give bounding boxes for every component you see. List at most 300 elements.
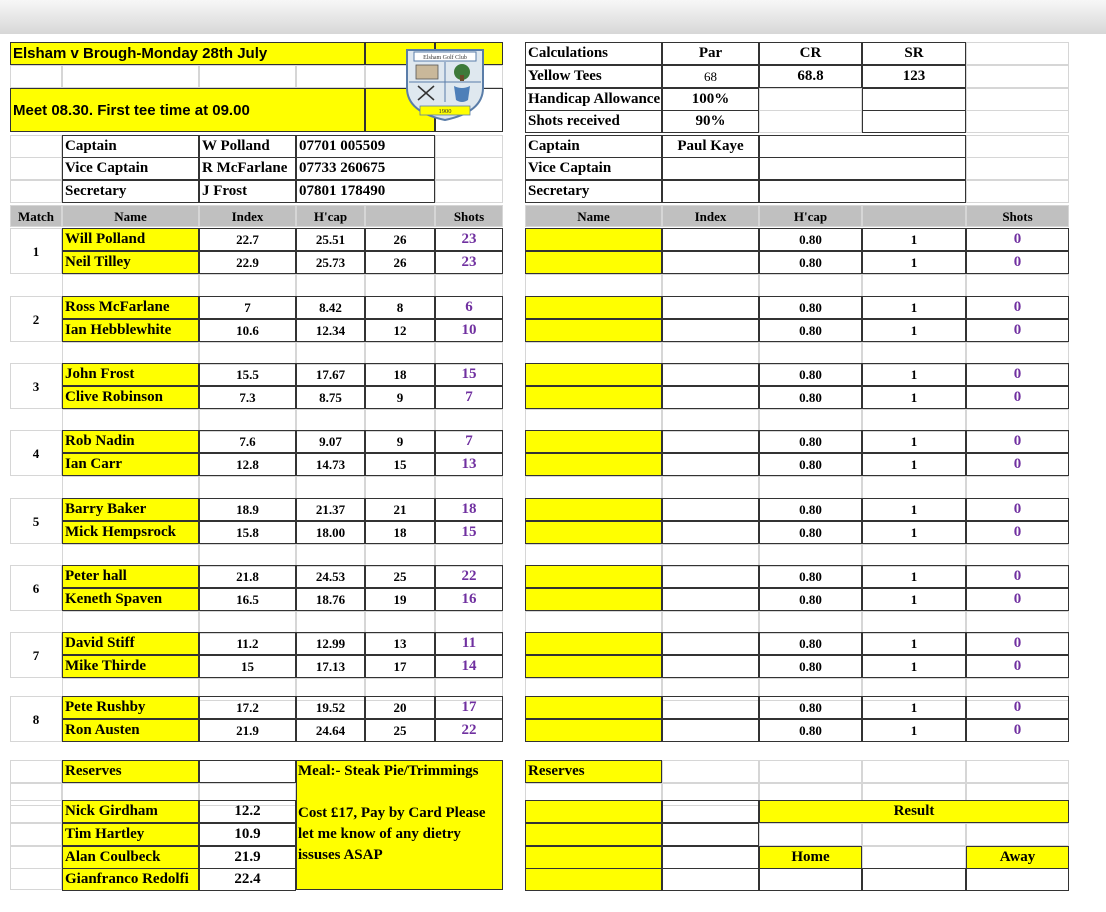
sheet-cell	[966, 476, 1069, 499]
sheet-cell	[966, 342, 1069, 365]
sheet-cell	[662, 760, 759, 783]
player-index: 7.3	[199, 386, 296, 409]
player-hcap: 24.53	[296, 565, 365, 588]
reserve-name[interactable]: Alan Coulbeck	[62, 846, 199, 869]
away-reserves-label: Reserves	[525, 760, 662, 783]
away-player-name[interactable]	[525, 696, 662, 719]
result-home: Home	[759, 846, 862, 869]
away-player-shots: 0	[966, 363, 1069, 386]
player-index: 15.8	[199, 521, 296, 544]
sheet-cell	[10, 65, 62, 88]
result-away: Away	[966, 846, 1069, 869]
sheet-cell	[759, 868, 862, 891]
meal-details: Cost £17, Pay by Card Please let me know of any dietry issuses ASAP	[298, 805, 486, 863]
player-index: 15	[199, 655, 296, 678]
player-index: 10.6	[199, 319, 296, 342]
player-hcap: 19.52	[296, 696, 365, 719]
player-shots: 7	[435, 386, 503, 409]
sheet-cell	[759, 760, 862, 783]
away-official-role: Secretary	[525, 180, 662, 203]
player-name[interactable]: David Stiff	[62, 632, 199, 655]
sheet-cell	[966, 409, 1069, 432]
sheet-cell	[10, 846, 62, 869]
away-player-course-hcap: 1	[862, 588, 966, 611]
player-hcap: 18.76	[296, 588, 365, 611]
away-player-course-hcap: 1	[862, 363, 966, 386]
away-official-name	[662, 157, 759, 180]
sheet-cell	[966, 823, 1069, 846]
away-player-shots: 0	[966, 696, 1069, 719]
away-player-shots: 0	[966, 588, 1069, 611]
away-player-hcap: 0.80	[759, 521, 862, 544]
par-value: 68	[662, 65, 759, 88]
player-index: 17.2	[199, 696, 296, 719]
player-name[interactable]: Mick Hempsrock	[62, 521, 199, 544]
official-role: Vice Captain	[62, 157, 199, 180]
away-player-index	[662, 430, 759, 453]
sheet-cell	[435, 409, 503, 432]
sheet-cell	[62, 544, 199, 567]
player-hcap: 9.07	[296, 430, 365, 453]
official-role: Captain	[62, 135, 199, 158]
sheet-cell	[62, 274, 199, 297]
away-player-index	[662, 521, 759, 544]
player-shots: 11	[435, 632, 503, 655]
away-player-hcap: 0.80	[759, 719, 862, 742]
sheet-cell	[199, 611, 296, 634]
player-course-hcap: 21	[365, 498, 435, 521]
away-official-role: Vice Captain	[525, 157, 662, 180]
player-shots: 16	[435, 588, 503, 611]
player-course-hcap: 25	[365, 719, 435, 742]
sheet-cell	[62, 409, 199, 432]
away-player-name[interactable]	[525, 386, 662, 409]
sheet-cell	[435, 544, 503, 567]
player-hcap: 18.00	[296, 521, 365, 544]
away-player-course-hcap: 1	[862, 386, 966, 409]
player-name[interactable]: Peter hall	[62, 565, 199, 588]
away-player-index	[662, 251, 759, 274]
sheet-cell	[862, 274, 966, 297]
sheet-cell	[862, 846, 966, 869]
handicap-allowance-label: Handicap Allowance	[525, 88, 662, 111]
away-player-shots: 0	[966, 296, 1069, 319]
sheet-cell	[759, 110, 862, 133]
away-player-name[interactable]	[525, 228, 662, 251]
away-player-shots: 0	[966, 228, 1069, 251]
away-player-name[interactable]	[525, 565, 662, 588]
player-name[interactable]: Neil Tilley	[62, 251, 199, 274]
away-player-course-hcap: 1	[862, 296, 966, 319]
reserve-index: 21.9	[199, 846, 296, 869]
sheet-cell	[966, 544, 1069, 567]
sheet-cell	[862, 110, 966, 133]
away-player-course-hcap: 1	[862, 632, 966, 655]
sheet-cell	[365, 274, 435, 297]
away-player-name[interactable]	[525, 588, 662, 611]
sheet-cell	[862, 342, 966, 365]
player-hcap: 24.64	[296, 719, 365, 742]
player-shots: 15	[435, 521, 503, 544]
away-player-hcap: 0.80	[759, 386, 862, 409]
player-hcap: 8.75	[296, 386, 365, 409]
away-col-course	[862, 205, 966, 227]
away-player-course-hcap: 1	[862, 453, 966, 476]
sheet-cell	[759, 544, 862, 567]
sheet-cell	[435, 342, 503, 365]
player-index: 12.8	[199, 453, 296, 476]
away-player-hcap: 0.80	[759, 251, 862, 274]
player-name[interactable]: Ross McFarlane	[62, 296, 199, 319]
player-index: 21.9	[199, 719, 296, 742]
sheet-cell	[862, 544, 966, 567]
away-player-name[interactable]	[525, 453, 662, 476]
away-col-hcap: H'cap	[759, 205, 862, 227]
sheet-cell	[365, 476, 435, 499]
away-player-course-hcap: 1	[862, 228, 966, 251]
away-player-hcap: 0.80	[759, 453, 862, 476]
player-shots: 23	[435, 228, 503, 251]
player-name[interactable]: Pete Rushby	[62, 696, 199, 719]
away-reserve-name[interactable]	[525, 823, 662, 846]
col-name: Name	[62, 205, 199, 227]
sheet-cell	[199, 760, 296, 783]
player-name[interactable]: Mike Thirde	[62, 655, 199, 678]
player-name[interactable]: Barry Baker	[62, 498, 199, 521]
player-course-hcap: 18	[365, 363, 435, 386]
away-player-shots: 0	[966, 319, 1069, 342]
away-player-name[interactable]	[525, 655, 662, 678]
sheet-cell	[966, 65, 1069, 88]
sheet-cell	[199, 409, 296, 432]
col-hcap: H'cap	[296, 205, 365, 227]
sheet-cell	[662, 476, 759, 499]
player-course-hcap: 25	[365, 565, 435, 588]
away-player-name[interactable]	[525, 498, 662, 521]
official-name: R McFarlane	[199, 157, 296, 180]
player-shots: 13	[435, 453, 503, 476]
sheet-cell	[966, 157, 1069, 180]
player-hcap: 12.99	[296, 632, 365, 655]
meal-title: Meal:- Steak Pie/Trimmings	[298, 763, 479, 779]
player-name[interactable]: Ian Carr	[62, 453, 199, 476]
sheet-cell	[759, 476, 862, 499]
official-role: Secretary	[62, 180, 199, 203]
sheet-cell	[10, 800, 62, 823]
cr-header: CR	[759, 42, 862, 65]
player-hcap: 21.37	[296, 498, 365, 521]
reserve-name[interactable]: Nick Girdham	[62, 800, 199, 823]
sheet-cell	[759, 823, 862, 846]
away-official-role: Captain	[525, 135, 662, 158]
player-shots: 23	[435, 251, 503, 274]
official-name: W Polland	[199, 135, 296, 158]
sheet-cell	[10, 135, 62, 158]
away-player-hcap: 0.80	[759, 430, 862, 453]
sheet-cell	[296, 476, 365, 499]
away-player-shots: 0	[966, 251, 1069, 274]
sheet-cell	[662, 800, 759, 823]
official-name: J Frost	[199, 180, 296, 203]
away-col-name: Name	[525, 205, 662, 227]
player-hcap: 17.67	[296, 363, 365, 386]
away-col-index: Index	[662, 205, 759, 227]
sheet-cell	[966, 868, 1069, 891]
sheet-cell	[662, 274, 759, 297]
shots-received-label: Shots received	[525, 110, 662, 133]
sheet-cell	[662, 846, 759, 869]
player-hcap: 14.73	[296, 453, 365, 476]
away-player-shots: 0	[966, 430, 1069, 453]
player-course-hcap: 18	[365, 521, 435, 544]
player-name[interactable]: Rob Nadin	[62, 430, 199, 453]
sheet-cell	[296, 274, 365, 297]
sheet-cell	[759, 135, 966, 158]
sheet-cell	[365, 611, 435, 634]
sheet-cell	[966, 42, 1069, 65]
away-player-hcap: 0.80	[759, 498, 862, 521]
away-player-shots: 0	[966, 565, 1069, 588]
away-player-course-hcap: 1	[862, 319, 966, 342]
col-index: Index	[199, 205, 296, 227]
sheet-cell	[199, 342, 296, 365]
sheet-cell	[966, 110, 1069, 133]
sheet-cell	[966, 611, 1069, 634]
player-shots: 15	[435, 363, 503, 386]
away-player-name[interactable]	[525, 251, 662, 274]
player-name[interactable]: Ian Hebblewhite	[62, 319, 199, 342]
sheet-cell	[759, 274, 862, 297]
away-player-course-hcap: 1	[862, 696, 966, 719]
sheet-cell	[662, 409, 759, 432]
sheet-cell	[62, 342, 199, 365]
player-name[interactable]: Keneth Spaven	[62, 588, 199, 611]
away-player-shots: 0	[966, 498, 1069, 521]
away-player-index	[662, 632, 759, 655]
sheet-cell	[10, 823, 62, 846]
cr-value: 68.8	[759, 65, 862, 88]
player-course-hcap: 17	[365, 655, 435, 678]
away-player-course-hcap: 1	[862, 251, 966, 274]
player-name[interactable]: Ron Austen	[62, 719, 199, 742]
away-player-index	[662, 296, 759, 319]
player-name[interactable]: Clive Robinson	[62, 386, 199, 409]
player-index: 11.2	[199, 632, 296, 655]
match-number: 6	[10, 565, 62, 611]
away-player-hcap: 0.80	[759, 588, 862, 611]
away-player-course-hcap: 1	[862, 521, 966, 544]
meet-time-text: Meet 08.30. First tee time at 09.00	[10, 88, 365, 132]
sheet-cell	[10, 868, 62, 890]
away-player-index	[662, 696, 759, 719]
sheet-cell	[966, 135, 1069, 158]
player-course-hcap: 19	[365, 588, 435, 611]
sheet-cell	[862, 88, 966, 111]
calc-label: Calculations	[525, 42, 662, 65]
away-player-index	[662, 655, 759, 678]
player-index: 7	[199, 296, 296, 319]
player-course-hcap: 12	[365, 319, 435, 342]
match-number: 3	[10, 363, 62, 409]
away-player-name[interactable]	[525, 363, 662, 386]
player-name[interactable]: John Frost	[62, 363, 199, 386]
away-reserve-name[interactable]	[525, 868, 662, 891]
official-phone: 07733 260675	[296, 157, 435, 180]
sheet-cell	[435, 180, 503, 203]
away-reserve-name[interactable]	[525, 800, 662, 823]
sheet-cell	[525, 274, 662, 297]
match-number: 7	[10, 632, 62, 678]
player-course-hcap: 9	[365, 386, 435, 409]
sheet-cell	[365, 409, 435, 432]
sheet-cell	[62, 611, 199, 634]
away-player-index	[662, 453, 759, 476]
player-index: 18.9	[199, 498, 296, 521]
window-top-band	[0, 0, 1106, 34]
shots-received-value: 90%	[662, 110, 759, 133]
sr-value: 123	[862, 65, 966, 88]
sheet-cell	[296, 611, 365, 634]
logo-year: 1900	[438, 108, 452, 115]
sheet-cell	[525, 476, 662, 499]
sheet-cell	[365, 544, 435, 567]
away-player-name[interactable]	[525, 319, 662, 342]
sheet-cell	[662, 823, 759, 846]
player-index: 15.5	[199, 363, 296, 386]
sheet-cell	[759, 180, 966, 203]
sr-header: SR	[862, 42, 966, 65]
player-course-hcap: 15	[365, 453, 435, 476]
away-player-name[interactable]	[525, 521, 662, 544]
away-player-shots: 0	[966, 655, 1069, 678]
player-shots: 22	[435, 565, 503, 588]
sheet-cell	[296, 65, 365, 88]
player-shots: 7	[435, 430, 503, 453]
player-course-hcap: 26	[365, 228, 435, 251]
col-shots: Shots	[435, 205, 503, 227]
away-player-shots: 0	[966, 632, 1069, 655]
sheet-cell	[62, 65, 199, 88]
away-player-hcap: 0.80	[759, 296, 862, 319]
away-player-hcap: 0.80	[759, 655, 862, 678]
reserves-label: Reserves	[62, 760, 199, 783]
sheet-cell	[862, 409, 966, 432]
col-course	[365, 205, 435, 227]
player-index: 22.9	[199, 251, 296, 274]
away-player-hcap: 0.80	[759, 696, 862, 719]
sheet-cell	[759, 342, 862, 365]
sheet-cell	[759, 409, 862, 432]
away-player-index	[662, 363, 759, 386]
player-index: 16.5	[199, 588, 296, 611]
player-course-hcap: 9	[365, 430, 435, 453]
away-player-course-hcap: 1	[862, 430, 966, 453]
col-match: Match	[10, 205, 62, 227]
away-player-name[interactable]	[525, 632, 662, 655]
player-hcap: 12.34	[296, 319, 365, 342]
par-header: Par	[662, 42, 759, 65]
sheet-cell	[862, 823, 966, 846]
sheet-cell	[525, 409, 662, 432]
sheet-cell	[662, 544, 759, 567]
away-player-course-hcap: 1	[862, 498, 966, 521]
player-shots: 6	[435, 296, 503, 319]
player-course-hcap: 8	[365, 296, 435, 319]
sheet-cell	[10, 180, 62, 203]
away-reserve-name[interactable]	[525, 846, 662, 869]
sheet-cell	[199, 544, 296, 567]
away-player-shots: 0	[966, 453, 1069, 476]
match-number: 5	[10, 498, 62, 544]
sheet-cell	[525, 611, 662, 634]
sheet-cell	[435, 135, 503, 158]
sheet-cell	[759, 157, 966, 180]
player-index: 21.8	[199, 565, 296, 588]
away-player-name[interactable]	[525, 719, 662, 742]
sheet-cell	[662, 611, 759, 634]
player-hcap: 17.13	[296, 655, 365, 678]
sheet-cell	[10, 157, 62, 180]
away-player-index	[662, 498, 759, 521]
sheet-cell	[296, 342, 365, 365]
away-official-name: Paul Kaye	[662, 135, 759, 158]
sheet-cell	[296, 409, 365, 432]
player-hcap: 25.51	[296, 228, 365, 251]
sheet-cell	[435, 157, 503, 180]
away-player-shots: 0	[966, 386, 1069, 409]
player-shots: 18	[435, 498, 503, 521]
match-title: Elsham v Brough-Monday 28th July	[10, 42, 365, 65]
away-official-name	[662, 180, 759, 203]
player-shots: 17	[435, 696, 503, 719]
away-player-index	[662, 588, 759, 611]
match-number: 4	[10, 430, 62, 476]
sheet-cell	[296, 544, 365, 567]
away-player-index	[662, 228, 759, 251]
sheet-cell	[435, 274, 503, 297]
reserve-name[interactable]: Tim Hartley	[62, 823, 199, 846]
handicap-allowance-value: 100%	[662, 88, 759, 111]
sheet-cell	[862, 760, 966, 783]
away-player-shots: 0	[966, 521, 1069, 544]
away-player-name[interactable]	[525, 296, 662, 319]
away-col-shots: Shots	[966, 205, 1069, 227]
away-player-index	[662, 386, 759, 409]
sheet-cell	[759, 611, 862, 634]
away-player-course-hcap: 1	[862, 655, 966, 678]
player-course-hcap: 26	[365, 251, 435, 274]
reserve-name[interactable]: Gianfranco Redolfi	[62, 868, 199, 891]
away-player-hcap: 0.80	[759, 565, 862, 588]
sheet-cell	[966, 180, 1069, 203]
away-player-index	[662, 319, 759, 342]
away-player-course-hcap: 1	[862, 565, 966, 588]
official-phone: 07701 005509	[296, 135, 435, 158]
reserve-index: 12.2	[199, 800, 296, 823]
tees-label: Yellow Tees	[525, 65, 662, 88]
sheet-cell	[966, 760, 1069, 783]
away-player-name[interactable]	[525, 430, 662, 453]
match-number: 8	[10, 696, 62, 742]
sheet-cell	[62, 476, 199, 499]
away-player-index	[662, 719, 759, 742]
sheet-cell	[862, 868, 966, 891]
away-player-hcap: 0.80	[759, 363, 862, 386]
player-name[interactable]: Will Polland	[62, 228, 199, 251]
sheet-cell	[662, 342, 759, 365]
player-shots: 14	[435, 655, 503, 678]
result-label: Result	[759, 800, 1069, 823]
